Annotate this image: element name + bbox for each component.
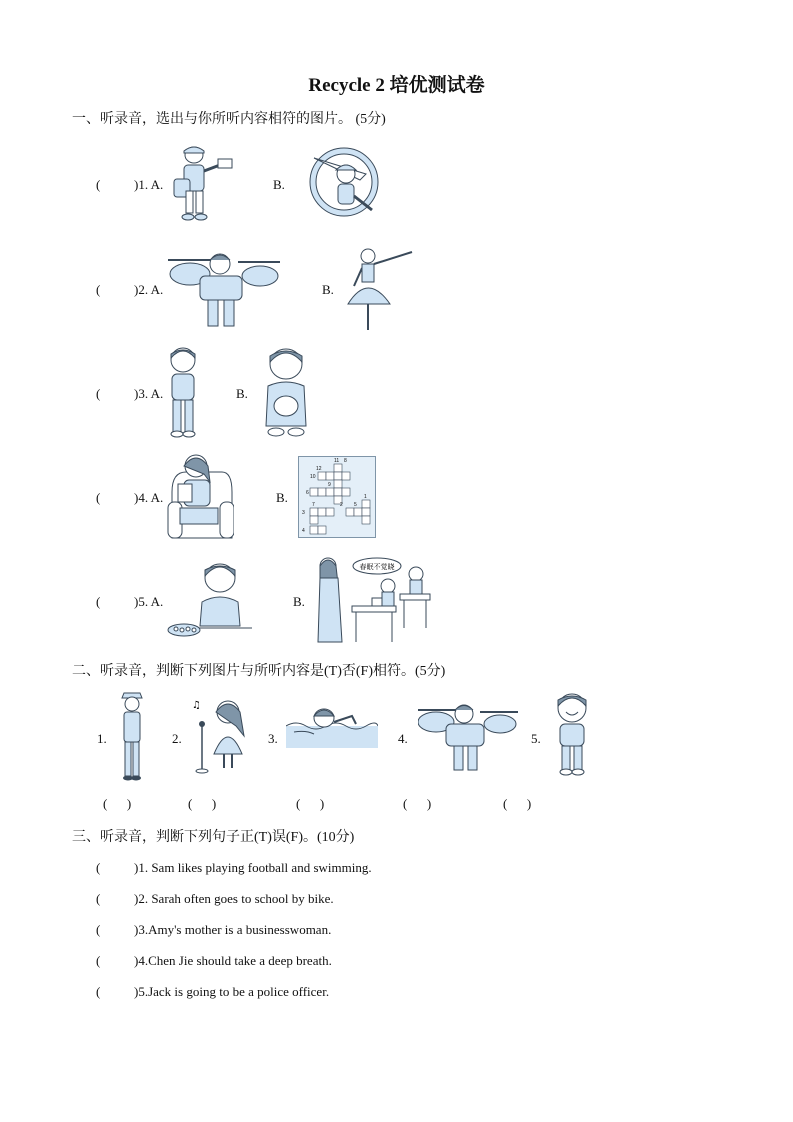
s1-item-1 — [96, 177, 163, 193]
answer-blank[interactable]: ( — [96, 860, 101, 875]
answer-blank[interactable]: ( — [96, 386, 101, 401]
s1-item-2 — [96, 282, 163, 298]
postman-illustration — [168, 143, 234, 223]
option-b-label: B. — [273, 177, 285, 192]
s2-answer-5[interactable]: ( ) — [503, 796, 532, 811]
girl-singing-illustration — [190, 696, 248, 774]
s3-item-3 — [96, 922, 331, 938]
answer-blank[interactable]: ( — [96, 891, 101, 906]
option-b-label: B. — [322, 282, 334, 297]
item-text: )2. Sarah often goes to school by bike. — [134, 891, 334, 906]
police-officer-illustration — [118, 690, 146, 782]
section3-heading: 三、听录音，判断下列句子正(T)误(F)。(10分) — [72, 830, 355, 845]
item-label: )4. A. — [134, 490, 164, 505]
crossword-number: 8 — [344, 458, 347, 464]
s3-item-1 — [96, 860, 372, 876]
crossword-number: 3 — [302, 510, 305, 516]
crossword-number: 1 — [364, 494, 367, 500]
crossword-number: 4 — [302, 528, 305, 534]
answer-blank[interactable]: ( — [96, 490, 101, 505]
s2-number-4: 4. — [398, 731, 408, 746]
s2-number-1: 1. — [97, 731, 107, 746]
answer-blank[interactable]: ( — [96, 594, 101, 609]
crossword-number: 6 — [306, 490, 309, 496]
s1-item-3 — [96, 386, 163, 402]
section1-heading: 一、听录音，选出与你所听内容相符的图片。 (5分) — [72, 112, 386, 127]
item-label: )2. A. — [134, 282, 164, 297]
answer-blank[interactable]: ( — [96, 953, 101, 968]
music-note-icon: ♫ — [192, 700, 201, 711]
s1-item-4 — [96, 490, 163, 506]
s3-item-4 — [96, 953, 332, 969]
boy-laughing-illustration — [550, 692, 594, 776]
crossword-illustration — [298, 456, 376, 538]
item-text: )3.Amy's mother is a businesswoman. — [134, 922, 332, 937]
s2-answer-2[interactable]: ( ) — [188, 796, 217, 811]
crossword-number: 2 — [340, 502, 343, 508]
option-b-label: B. — [276, 490, 288, 505]
ballet-dancer-illustration — [340, 246, 416, 332]
item-label: )3. A. — [134, 386, 164, 401]
item-text: )1. Sam likes playing football and swimming. — [134, 860, 372, 875]
s3-item-5 — [96, 984, 329, 1000]
boy-swimming-illustration — [286, 704, 378, 750]
s2-number-5: 5. — [531, 731, 541, 746]
answer-blank[interactable]: ( — [96, 922, 101, 937]
option-b-label: B. — [236, 386, 248, 401]
crossword-number: 5 — [354, 502, 357, 508]
item-label: )1. A. — [134, 177, 164, 192]
boy-cooking-illustration — [166, 562, 252, 638]
s2-number-2: 2. — [172, 731, 182, 746]
speech-bubble-text: 春眠不觉晓 — [359, 563, 395, 571]
s2-answer-1[interactable]: ( ) — [103, 796, 132, 811]
answer-blank[interactable]: ( — [96, 282, 101, 297]
helicopter-officer-illustration — [168, 250, 280, 328]
item-text: )4.Chen Jie should take a deep breath. — [134, 953, 332, 968]
crossword-number: 12 — [316, 466, 322, 472]
s1-item-5 — [96, 594, 163, 610]
s2-answer-3[interactable]: ( ) — [296, 796, 325, 811]
girl-reading-armchair-illustration — [166, 452, 234, 540]
item-text: )5.Jack is going to be a police officer. — [134, 984, 330, 999]
option-b-label: B. — [293, 594, 305, 609]
classroom-teacher-illustration — [316, 556, 434, 644]
helicopter-officer-illustration — [418, 702, 518, 772]
boy-sitting-illustration — [262, 346, 312, 438]
item-label: )5. A. — [134, 594, 164, 609]
pilot-badge-illustration — [306, 144, 386, 224]
crossword-number: 9 — [328, 482, 331, 488]
boy-standing-illustration — [164, 346, 202, 438]
s2-answer-4[interactable]: ( ) — [403, 796, 432, 811]
crossword-number: 10 — [310, 474, 316, 480]
page-title: Recycle 2 培优测试卷 — [308, 75, 485, 96]
crossword-number: 7 — [312, 502, 315, 508]
crossword-number: 11 — [334, 458, 340, 464]
s2-number-3: 3. — [268, 731, 278, 746]
answer-blank[interactable]: ( — [96, 984, 101, 999]
answer-blank[interactable]: ( — [96, 177, 101, 192]
s3-item-2 — [96, 891, 334, 907]
section2-heading: 二、听录音，判断下列图片与所听内容是(T)否(F)相符。(5分) — [72, 664, 446, 679]
